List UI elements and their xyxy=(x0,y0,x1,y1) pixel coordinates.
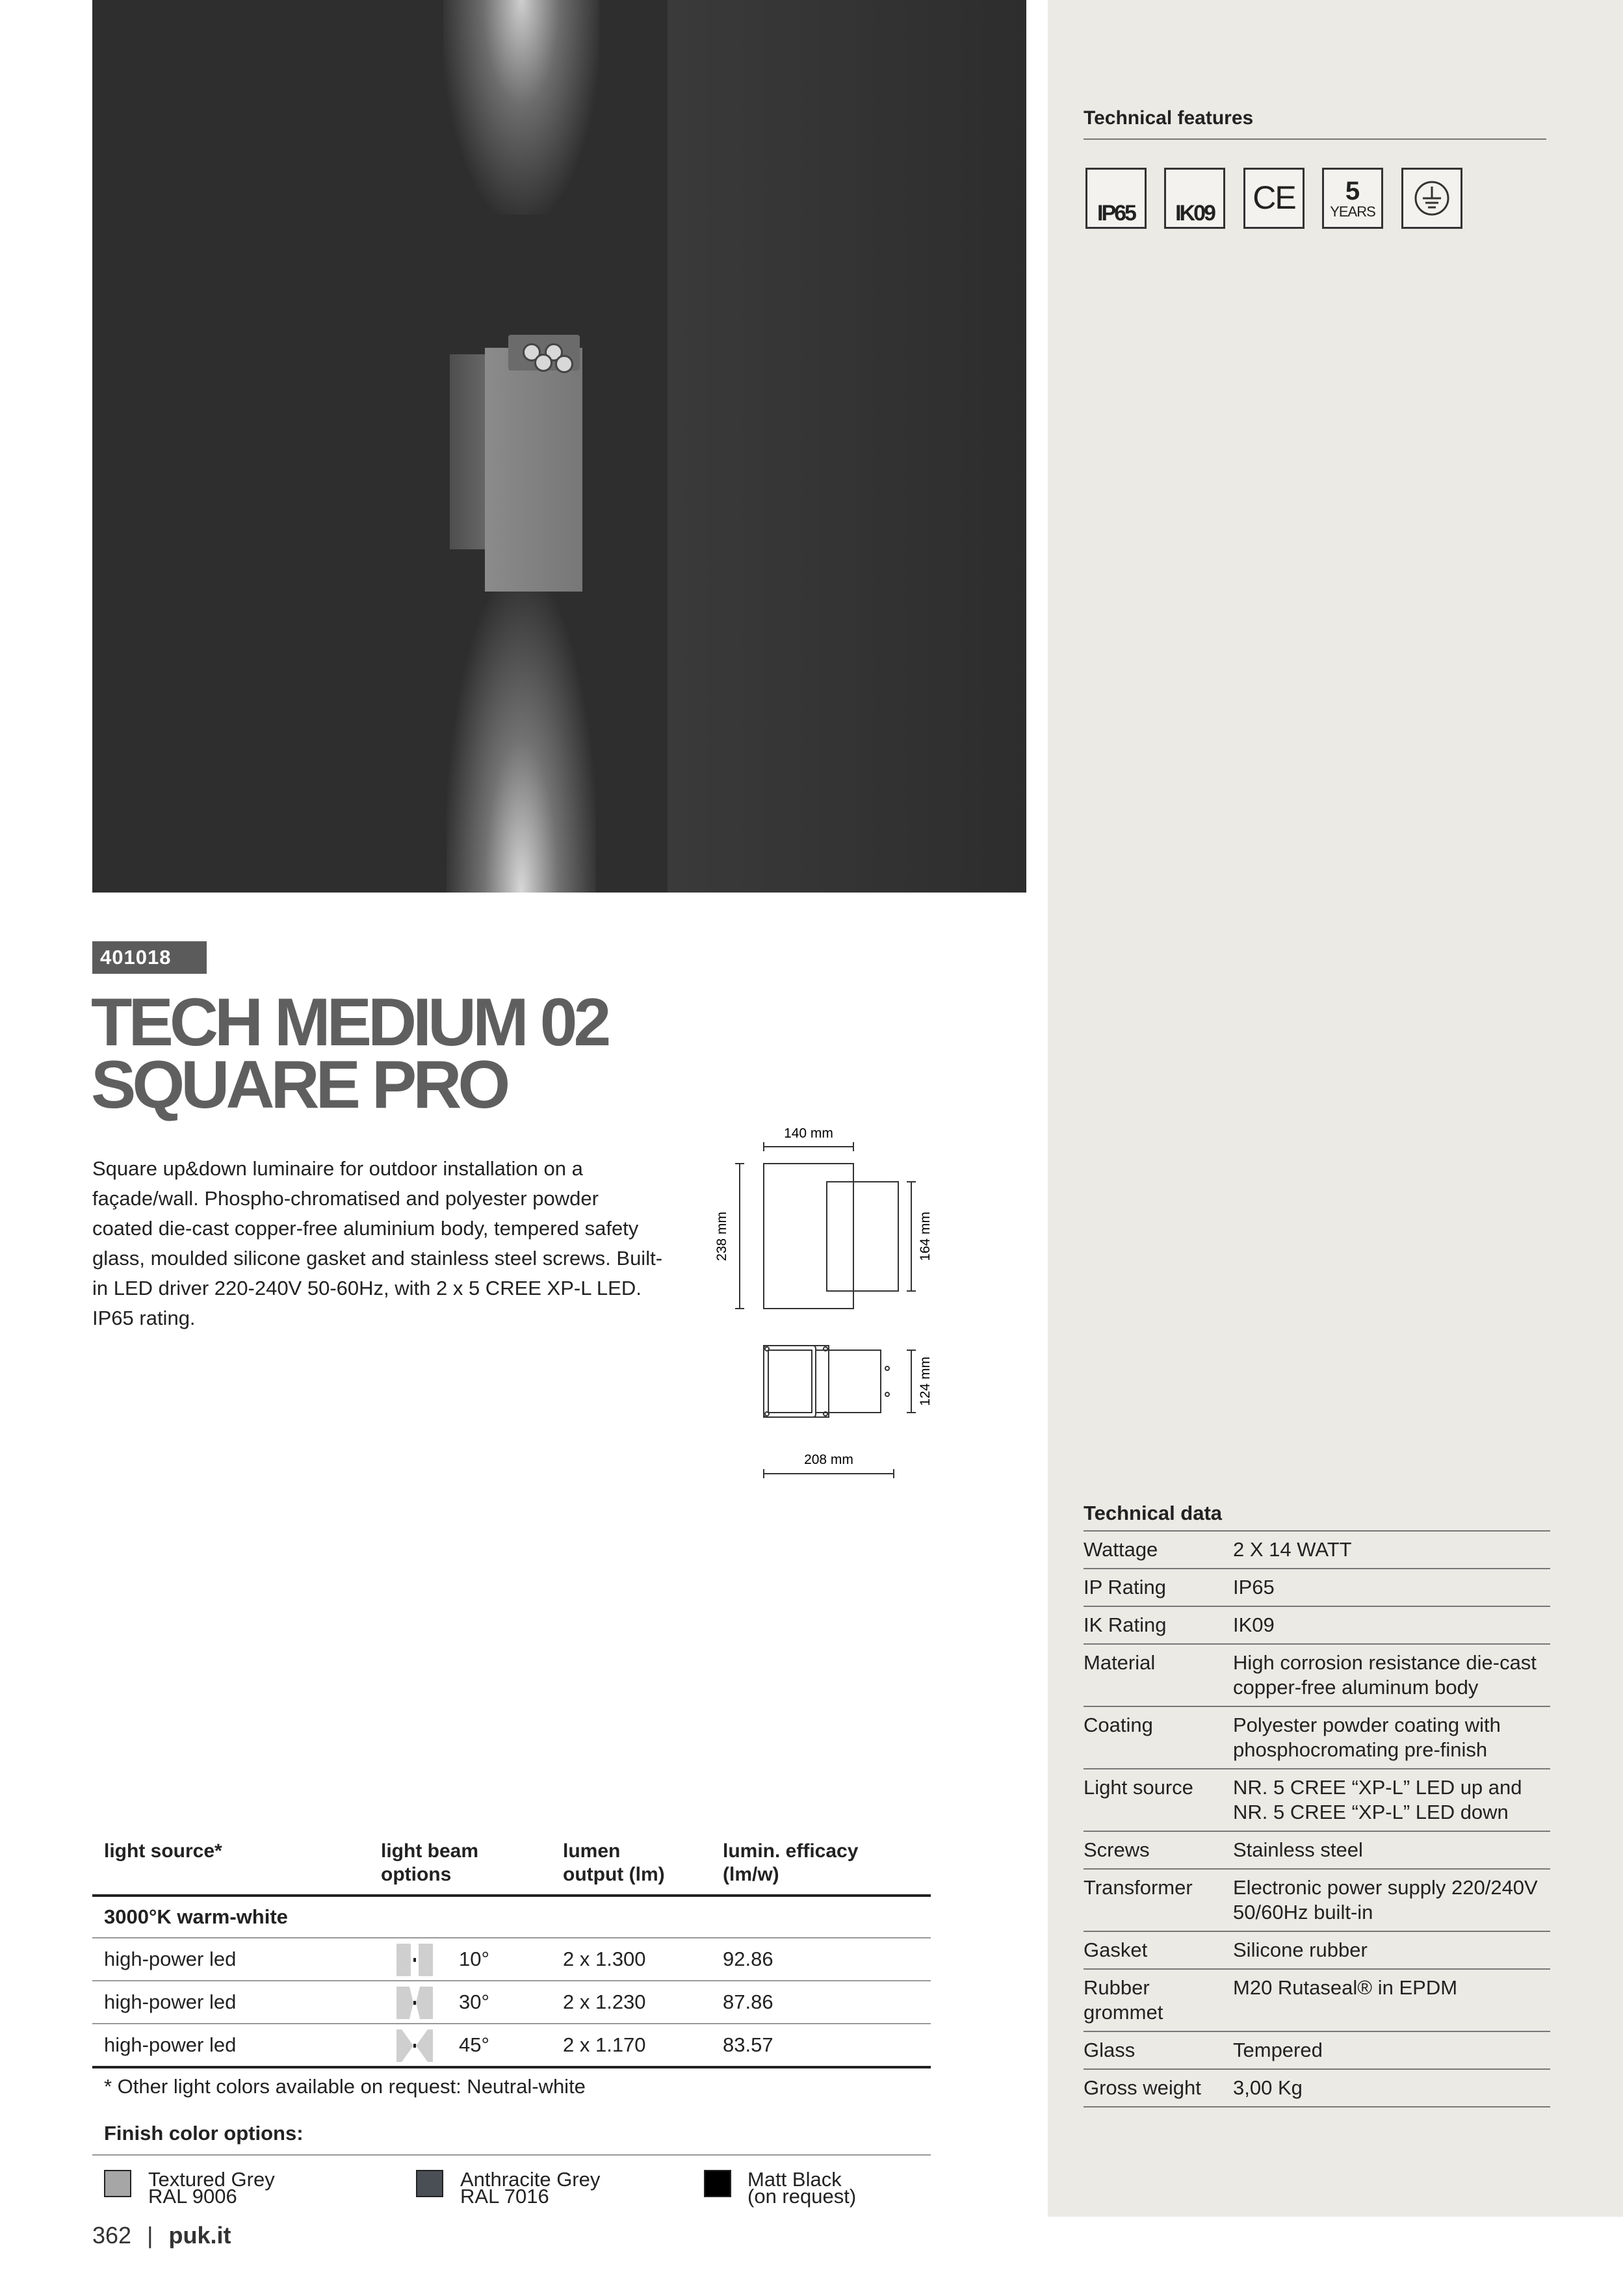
finish-name: Textured Grey xyxy=(148,2168,275,2191)
ip65-icon xyxy=(1085,168,1147,229)
finish-option-textured-grey xyxy=(148,2168,275,2208)
dim-height-face: 164 mm xyxy=(918,1212,933,1261)
finish-divider xyxy=(92,2154,931,2156)
tech-key: Screws xyxy=(1084,1838,1150,1861)
finish-code: RAL 7016 xyxy=(460,2185,549,2208)
beam-options-table xyxy=(92,1832,931,2068)
tech-row-gross-weight xyxy=(1084,2068,1550,2106)
wide-beam-icon xyxy=(396,2029,433,2062)
tech-key: Gasket xyxy=(1084,1938,1148,1961)
dim-width-bottom: 208 mm xyxy=(804,1452,853,1467)
medium-beam-icon xyxy=(396,1987,433,2019)
technical-features-divider xyxy=(1084,138,1546,140)
photo-led xyxy=(534,354,552,372)
tech-value: NR. 5 CREE “XP-L” LED up and NR. 5 CREE “XP-L” LED down xyxy=(1233,1776,1522,1823)
tech-value: Silicone rubber xyxy=(1233,1938,1368,1961)
technical-data-title: Technical data xyxy=(1084,1502,1223,1524)
dim-depth: 124 mm xyxy=(918,1357,933,1406)
finish-name: Matt Black xyxy=(747,2168,842,2191)
technical-data-table xyxy=(1084,1530,1550,2107)
cell-beam: 45° xyxy=(459,2033,489,2056)
header-light-beam-l2: options xyxy=(381,1864,452,1885)
table-row xyxy=(92,2024,931,2068)
tech-row-glass xyxy=(1084,2031,1550,2068)
cell-lumen: 2 x 1.170 xyxy=(563,2033,646,2056)
tech-row-coating xyxy=(1084,1706,1550,1768)
header-efficacy-l1: lumin. efficacy xyxy=(723,1840,859,1862)
photo-wall-shade xyxy=(668,0,1026,893)
header-lumen-l2: output (lm) xyxy=(563,1864,665,1885)
tech-key: Glass xyxy=(1084,2039,1136,2061)
table-row xyxy=(92,1981,931,2024)
cell-efficacy: 83.57 xyxy=(723,2033,773,2056)
footer-site: puk.it xyxy=(168,2222,231,2249)
product-photo xyxy=(92,0,1026,893)
product-title xyxy=(91,985,806,1123)
technical-data-end-line xyxy=(1084,2106,1550,2107)
photo-led xyxy=(555,355,573,373)
header-efficacy xyxy=(723,1840,858,1886)
swatch-matt-black xyxy=(704,2170,731,2197)
header-lumen xyxy=(563,1840,665,1886)
tech-row-light-source xyxy=(1084,1768,1550,1831)
tech-row-rubber-grommet xyxy=(1084,1968,1550,2031)
header-light-beam xyxy=(381,1840,478,1886)
finish-option-anthracite-grey xyxy=(460,2168,601,2208)
finish-name: Anthracite Grey xyxy=(460,2168,601,2191)
tech-key: IK Rating xyxy=(1084,1613,1167,1636)
cell-beam: 30° xyxy=(459,1990,489,2013)
tech-value: IP65 xyxy=(1233,1576,1275,1598)
cell-source: high-power led xyxy=(104,1948,237,1970)
table-group-label: 3000°K warm-white xyxy=(92,1897,931,1938)
tech-key: Transformer xyxy=(1084,1876,1193,1899)
header-efficacy-l2: (lm/w) xyxy=(723,1864,779,1885)
tech-value: High corrosion resistance die-cast copper-free aluminum body xyxy=(1233,1651,1537,1699)
ce-mark-icon xyxy=(1243,168,1305,229)
cell-source: high-power led xyxy=(104,2033,237,2056)
photo-light-beam-up xyxy=(443,0,599,215)
ik09-label: IK09 xyxy=(1175,201,1214,226)
tech-value: M20 Rutaseal® in EPDM xyxy=(1233,1976,1458,1999)
technical-features-title: Technical features xyxy=(1084,107,1254,129)
tech-key: Material xyxy=(1084,1651,1156,1674)
photo-lamp-side xyxy=(450,354,486,549)
cell-source: high-power led xyxy=(104,1990,237,2013)
warranty-years-label: YEARS xyxy=(1330,203,1375,220)
table-header xyxy=(92,1832,931,1897)
tech-row-screws xyxy=(1084,1831,1550,1868)
photo-light-beam-down xyxy=(447,585,596,893)
ik09-icon xyxy=(1164,168,1225,229)
dim-width-top: 140 mm xyxy=(784,1126,833,1141)
tech-key: Coating xyxy=(1084,1714,1153,1736)
technical-drawing xyxy=(702,1125,949,1482)
ce-label: CE xyxy=(1253,179,1295,216)
finish-code: RAL 9006 xyxy=(148,2185,237,2208)
earth-ground-icon xyxy=(1401,168,1462,229)
tech-value: 2 X 14 WATT xyxy=(1233,1538,1352,1561)
tech-value: Electronic power supply 220/240V 50/60Hz built-in xyxy=(1233,1876,1538,1924)
tech-key: IP Rating xyxy=(1084,1576,1166,1598)
finish-option-matt-black xyxy=(747,2168,857,2208)
page-footer xyxy=(92,2222,231,2249)
earth-ground-symbol xyxy=(1403,170,1461,227)
tech-row-material xyxy=(1084,1643,1550,1706)
product-title-line1: TECH MEDIUM 02 xyxy=(91,985,608,1060)
cell-beam: 10° xyxy=(459,1948,489,1970)
product-description: Square up&down luminaire for outdoor installation on a façade/wall. Phospho-chromatised and polyester powder coated die-cast copper-free aluminium body, tempered safety glass, moulded silicone gasket and stainless steel screws. Built-in LED driver 220-240V 50-60Hz, with 2 x 5 CREE XP-L LED. IP65 rating. xyxy=(92,1157,663,1329)
tech-value: 3,00 Kg xyxy=(1233,2076,1303,2099)
cell-efficacy: 87.86 xyxy=(723,1990,773,2013)
photo-lamp-body xyxy=(485,348,582,592)
header-light-beam-l1: light beam xyxy=(381,1840,479,1862)
tech-key: Light source xyxy=(1084,1776,1193,1799)
tech-key: Gross weight xyxy=(1084,2076,1201,2099)
swatch-anthracite-grey xyxy=(416,2170,443,2197)
tech-value: Tempered xyxy=(1233,2039,1323,2061)
page-number: 362 xyxy=(92,2222,132,2249)
tech-row-wattage xyxy=(1084,1530,1550,1568)
dim-height-total: 238 mm xyxy=(714,1212,729,1261)
tech-key: Rubber grommet xyxy=(1084,1976,1163,2024)
tech-row-transformer xyxy=(1084,1868,1550,1931)
tech-value: Polyester powder coating with phosphocromating pre-finish xyxy=(1233,1714,1501,1761)
tech-row-gasket xyxy=(1084,1931,1550,1968)
warranty-icon xyxy=(1322,168,1383,229)
narrow-beam-icon xyxy=(396,1944,433,1976)
footer-separator: | xyxy=(147,2222,153,2249)
finish-code: (on request) xyxy=(747,2185,857,2208)
product-code-badge: 401018 xyxy=(92,941,207,974)
tech-value: Stainless steel xyxy=(1233,1838,1363,1861)
ip65-label: IP65 xyxy=(1097,201,1135,226)
table-footnote: * Other light colors available on request: Neutral-white xyxy=(104,2075,586,2098)
header-light-source: light source* xyxy=(104,1840,222,1862)
cell-lumen: 2 x 1.230 xyxy=(563,1990,646,2013)
tech-row-ip-rating xyxy=(1084,1568,1550,1606)
header-lumen-l1: lumen xyxy=(563,1840,621,1862)
table-row xyxy=(92,1938,931,1981)
cell-efficacy: 92.86 xyxy=(723,1948,773,1970)
swatch-textured-grey xyxy=(104,2170,131,2197)
cell-lumen: 2 x 1.300 xyxy=(563,1948,646,1970)
tech-row-ik-rating xyxy=(1084,1606,1550,1643)
finish-title: Finish color options: xyxy=(104,2122,304,2145)
tech-value: IK09 xyxy=(1233,1613,1275,1636)
warranty-years-number: 5 xyxy=(1345,177,1360,205)
tech-key: Wattage xyxy=(1084,1538,1158,1561)
product-title-line2: SQUARE PRO xyxy=(91,1047,507,1123)
